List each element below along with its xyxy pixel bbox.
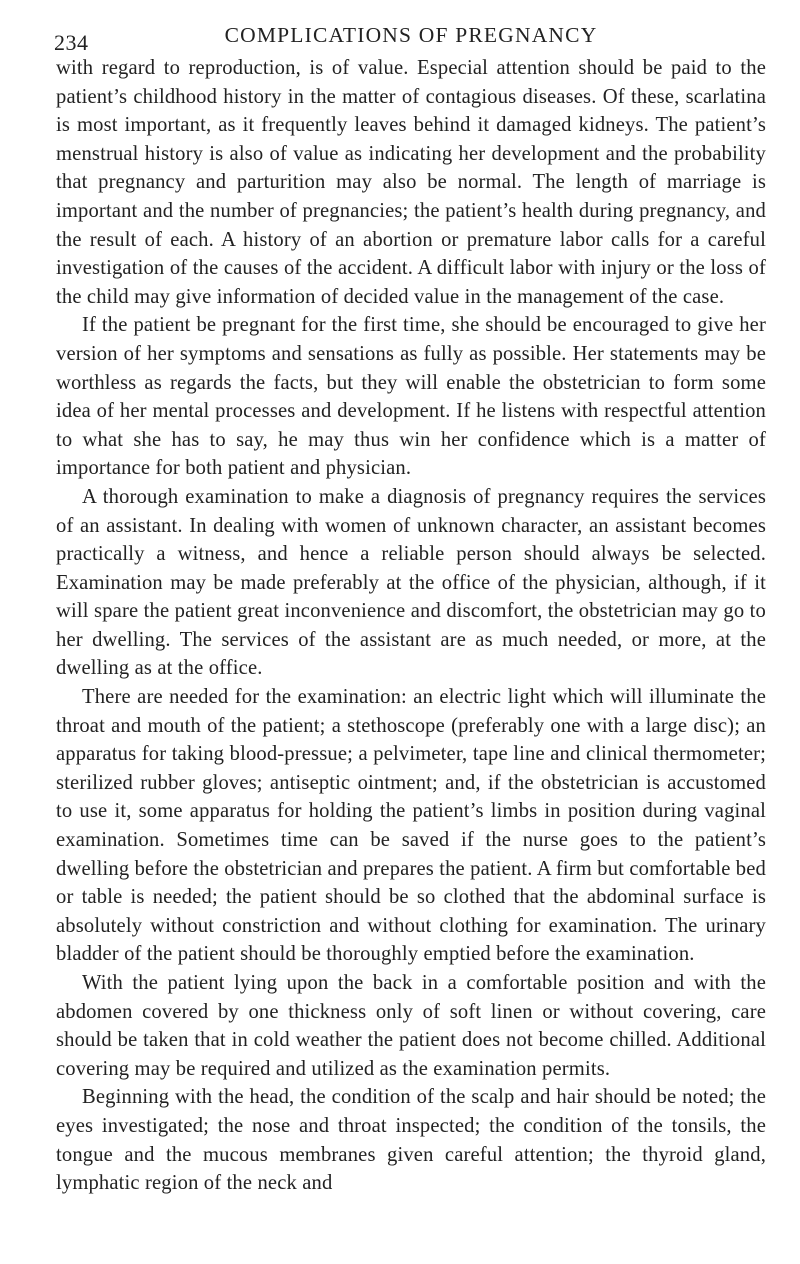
body-text	[56, 54, 766, 1198]
paragraph-first-pregnancy: If the patient be pregnant for the first time, she should be encouraged to give her version of her symptoms and sensations as fully as possible. Her statements may be worthless as regards the facts, but they will enable the obstetrician to form some idea of her mental processes and development. If he listens with respectful attention to what she has to say, he may thus win her confidence which is a matter of importance for both patient and physician.	[56, 314, 766, 480]
paragraph-head-examination: Beginning with the head, the condition of the scalp and hair should be noted; the eyes investigated; the nose and throat inspected; the condition of the tonsils, the tongue and the mucous membranes given careful attention; the thyroid gland, lymphatic region of the neck and	[56, 1086, 766, 1195]
running-title: COMPLICATIONS OF PREGNANCY	[224, 23, 598, 47]
page-number: 234	[54, 30, 89, 55]
paragraph-assistant: A thorough examination to make a diagnosis of pregnancy requires the services of an assistant. In dealing with women of unknown character, an assistant becomes practically a witness, and hence a reliable person should always be selected. Examination may be made preferably at the office of the physician, although, if it will spare the patient great inconvenience and discomfort, the obstetrician may go to her dwelling. The services of the assistant are as much needed, or more, at the dwelling as at the office.	[56, 485, 766, 680]
running-head	[54, 18, 766, 55]
paragraph-positioning: With the patient lying upon the back in a comfortable position and with the abdomen covered by one thickness only of soft linen or without covering, care should be taken that in cold weather the patient does not become chilled. Additional covering may be required and utilized as the examination permits.	[56, 972, 766, 1080]
paragraph-equipment: There are needed for the examination: an electric light which will illuminate the throat and mouth of the patient; a stethoscope (preferably one with a large disc); an apparatus for taking blood-pressue; a pelvimeter, tape line and clinical thermometer; sterilized rubber gloves; antiseptic ointment; and, if the obstetrician is accustomed to use it, some apparatus for holding the patient’s limbs in position during vaginal examination. Sometimes time can be saved if the nurse goes to the patient’s dwelling before the obstetrician and prepares the patient. A firm but comfortable bed or table is needed; the patient should be so clothed that the abdominal surface is absolutely without constriction and without clothing for examination. The urinary bladder of the patient should be thoroughly emptied before the examination.	[56, 686, 766, 966]
book-page	[56, 18, 766, 1198]
paragraph-continued: with regard to reproduction, is of value. Especial attention should be paid to the patient’s childhood history in the matter of contagious diseases. Of these, scarlatina is most important, as it frequently leaves behind it damaged kidneys. The patient’s menstrual history is also of value as indicating her development and the probability that pregnancy and parturition may also be normal. The length of marriage is important and the number of pregnancies; the patient’s health during pregnancy, and the result of each. A history of an abortion or premature labor calls for a careful investigation of the causes of the accident. A difficult labor with injury or the loss of the child may give information of decided value in the management of the case.	[56, 57, 766, 308]
